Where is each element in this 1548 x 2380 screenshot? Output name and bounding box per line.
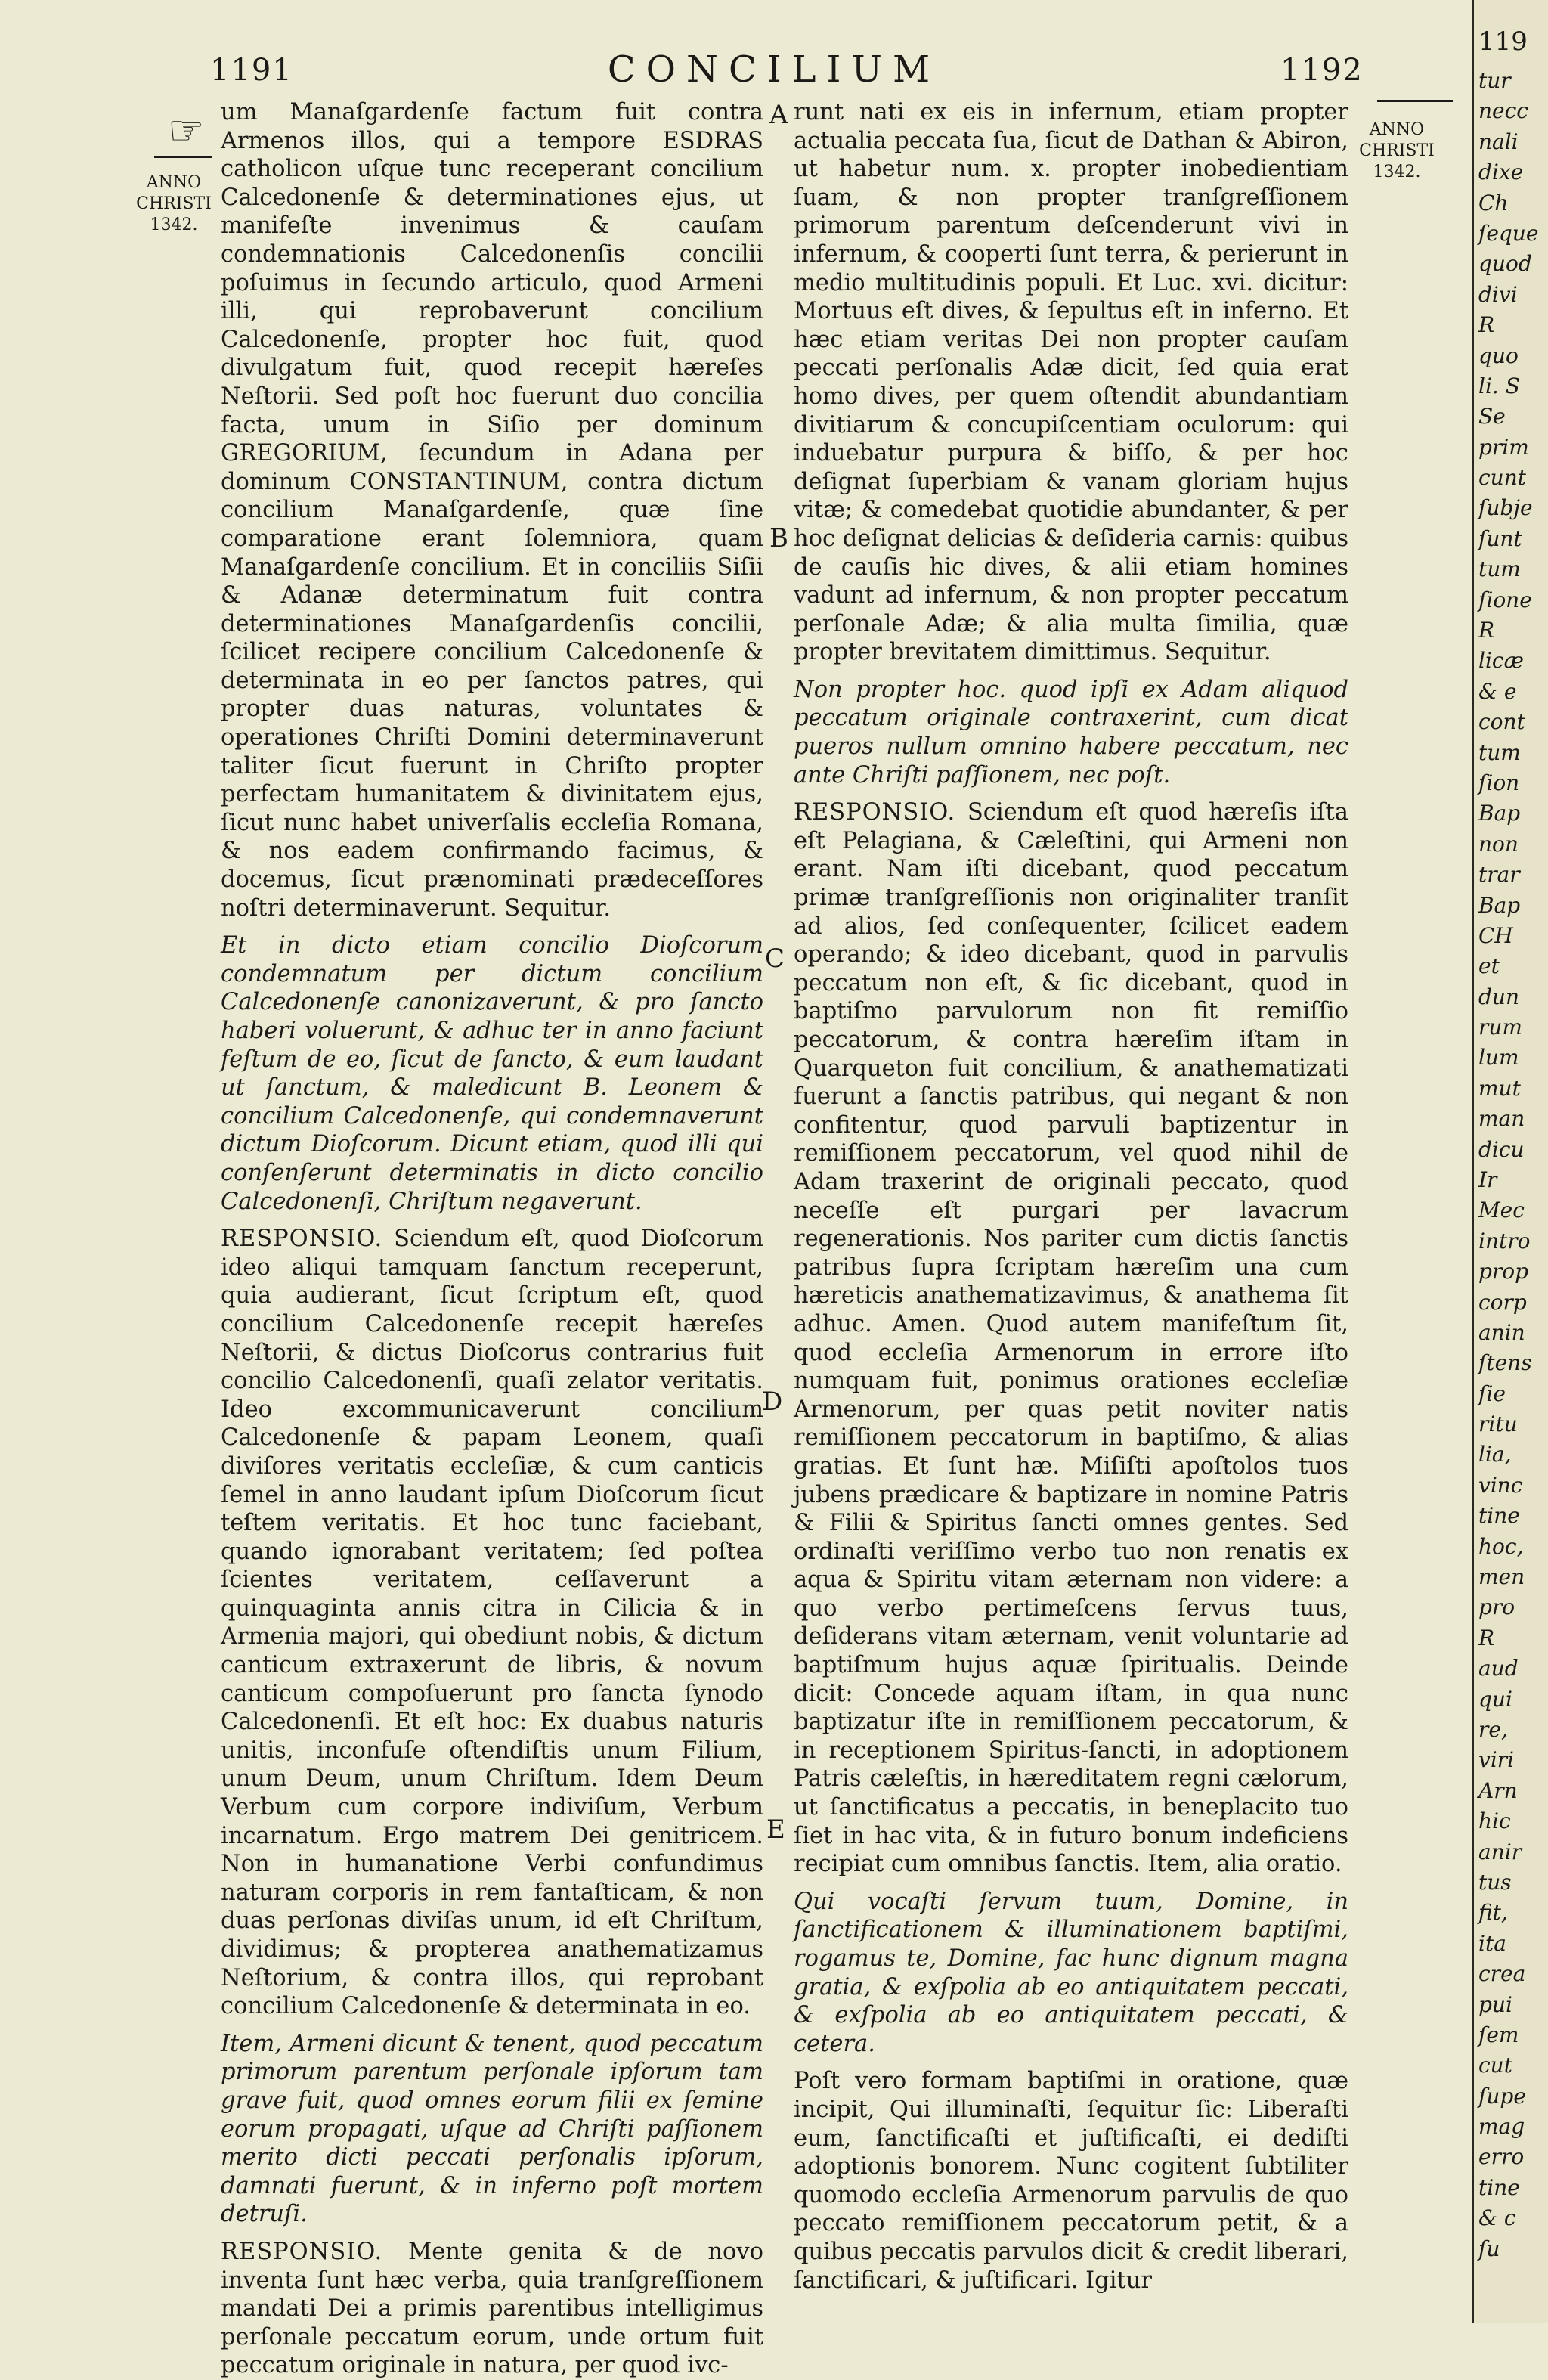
next-page-fragment-line: tur <box>1478 68 1511 93</box>
response-lead: RESPONSIO. <box>221 2238 383 2265</box>
next-page-fragment-line: ſion <box>1478 770 1520 795</box>
next-page-fragment-line: nali <box>1478 129 1519 154</box>
next-page-fragment-line: prop <box>1478 1259 1529 1284</box>
response-lead: RESPONSIO. <box>221 1226 383 1253</box>
response-text: Mente genita & de novo inventa ſunt hæc verba, quia tranſgreſſionem mandati Dei a primis parentibus intelligimus perſonale peccatum eorum, unde ortum fuit peccatum originale in natura, per quod ivc- <box>221 2238 763 2379</box>
italic-paragraph: Non propter hoc. quod ipſi ex Adam aliquod peccatum originale contraxerint, cum dicat pueros nullum omnino habere peccatum, nec ante Chriſti paſſionem, nec poſt. <box>794 676 1348 789</box>
next-page-fragment-line: divi <box>1478 282 1518 307</box>
page-number-right: 1192 <box>1280 53 1364 88</box>
right-column <box>794 98 1348 2295</box>
paragraph: Poſt vero formam baptiſmi in oratione, quæ incipit, Qui illuminaſti, ſequitur ſic: Liberaſti eum, ſanctificaſti et juſtificaſti, ei dediſti adoptionis bonorem. Nunc cogitent ſubtiliter quomodo eccleſia Armenorum parvulis de quo peccato remiſſionem peccatorum petit, & a quibus peccatis parvulos dicit & credit liberari, ſanctificari, & juſtificari. Igitur <box>794 2068 1348 2294</box>
next-page-fragment-line: cunt <box>1478 465 1526 490</box>
response-paragraph <box>221 1225 763 2021</box>
next-page-fragment-line: R <box>1478 1625 1495 1650</box>
next-page-fragment-line: lum <box>1478 1045 1519 1070</box>
next-page-fragment-line: ritu <box>1478 1412 1518 1436</box>
page-title: CONCILIUM <box>607 48 941 91</box>
next-page-fragment-line: tine <box>1478 2175 1520 2200</box>
next-page-fragment-line: rum <box>1478 1015 1522 1040</box>
next-page-fragment-line: crea <box>1478 1961 1526 1986</box>
section-letter-c: C <box>765 944 785 974</box>
next-page-fragment-line: et <box>1478 953 1500 978</box>
next-page-fragment-line: & c <box>1478 2205 1516 2230</box>
margin-note-line: ANNO <box>146 173 202 192</box>
next-page-fragment-line: Bap <box>1478 893 1521 918</box>
margin-note-left <box>121 172 227 236</box>
next-page-fragment-line: mut <box>1478 1076 1521 1101</box>
next-page-fragment-line: tum <box>1478 556 1521 581</box>
next-page-fragment-line: mag <box>1478 2114 1525 2139</box>
italic-paragraph: Qui vocaſti ſervum tuum, Domine, in ſanctificationem & illuminationem baptiſmi, rogamus te, Domine, fac hunc dignum magna gratia, & exſpolia ab eo antiquitatem peccati, & exſpolia ab eo antiquitatem peccati, & cetera. <box>794 1888 1348 2057</box>
margin-note-line: 1342. <box>150 215 198 234</box>
next-page-fragment-line: anin <box>1478 1320 1525 1345</box>
next-page-fragment-line: quo <box>1478 343 1519 368</box>
next-page-fragment-line: man <box>1478 1106 1525 1131</box>
next-page-fragment-line: necc <box>1478 98 1528 123</box>
next-page-fragment-line: Mec <box>1478 1198 1525 1223</box>
left-column <box>221 98 763 2380</box>
next-page-fragment-line: R <box>1478 312 1495 337</box>
response-lead: RESPONSIO. <box>794 799 956 826</box>
next-page-fragment-line: ita <box>1478 1931 1506 1956</box>
next-page-fragment-line: corp <box>1478 1290 1527 1315</box>
next-page-fragment-line: ſem <box>1478 2022 1519 2047</box>
margin-note-line: CHRISTI <box>136 194 212 213</box>
next-page-fragment-line: anir <box>1478 1839 1522 1864</box>
next-page-fragment-line: quod <box>1478 251 1532 276</box>
next-page-fragment-line: prim <box>1478 435 1529 460</box>
next-page-fragment-line: hoc, <box>1478 1534 1524 1559</box>
next-page-fragment-line: intro <box>1478 1229 1531 1254</box>
next-page-fragment-line: hic <box>1478 1808 1511 1833</box>
response-text: Sciendum eſt, quod Dioſcorum ideo aliqui tamquam ſanctum receperunt, quia audierant, ſicut ſcriptum eſt, quod concilium Calcedonenſe recepit hæreſes Neſtorii, & dictus Dioſcorus contrarius fuit concilio Calcedonenſi, quaſi zelator veritatis. Ideo excommunicaverunt concilium Calcedonenſe & papam Leonem, quaſi diviſores veritatis eccleſiæ, & cum canticis ſemel in anno laudant ipſum Dioſcorum ſicut teſtem veritatis. Et hoc tunc faciebant, quando ignorabant veritatem; ſed poſtea ſcientes veritatem, ceſſaverunt a quinquaginta annis citra in Cilicia & in Armenia majori, qui obediunt nobis, & dictum canticum extraxerunt de libris, & novum canticum compoſuerunt pro ſancta ſynodo Calcedonenſi. Et eſt hoc: Ex duabus naturis unitis, inconfuſe oſtendiſtis unum Filium, unum Deum, unum Chriſtum. Idem Deum Verbum cum corpore indiviſum, Verbum incarnatum. Ergo matrem Dei genitricem. Non in humanatione Verbi confundimus naturam corporis in rem fantaſticam, & non duas perſonas diviſas unum, id eſt Chriſtum, dividimus; & propterea anathematizamus Neſtorium, & contra illos, qui reprobant concilium Calcedonenſe & determinata in eo. <box>221 1226 763 2020</box>
next-page-fragment-line: non <box>1478 832 1519 857</box>
next-page-fragment-line: trar <box>1478 862 1520 887</box>
section-letter-e: E <box>766 1814 785 1845</box>
page-number-left: 1191 <box>210 53 293 88</box>
next-page-fragment-line: CH <box>1478 923 1513 948</box>
margin-note-line: ANNO <box>1369 120 1425 139</box>
next-page-fragment-line: Bap <box>1478 801 1521 826</box>
next-page-fragment-line: ſie <box>1478 1381 1506 1406</box>
section-letter-a: A <box>769 100 788 130</box>
next-page-number: 119 <box>1478 26 1528 57</box>
next-page-fragment-line: pui <box>1478 1992 1512 2017</box>
next-page-fragment-line: ſubje <box>1478 495 1533 520</box>
section-letter-d: D <box>762 1387 783 1417</box>
response-text: Sciendum eſt quod hæreſis iſta eſt Pelagiana, & Cæleſtini, qui Armeni non erant. Nam iſti dicebant, quod peccatum primæ tranſgreſſionis non originaliter tranſit ad alios, ſed conſequenter, ſcilicet eadem operando; & ideo dicebant, quod in parvulis peccatum non eſt, & ſic dicebant, quod in baptiſmo parvulorum non fit remiſſio peccatorum, & contra hæreſim iſtam in Quarqueton fuit concilium, & anathematizati fuerunt a ſanctis patribus, qui negant & non confitentur, quod parvuli baptizentur in remiſſionem peccatorum, vel quod nihil de Adam traxerint de originali peccato, quod neceſſe eſt purgari per lavacrum regenerationis. Nos pariter cum dictis ſanctis patribus ſupra ſcriptam hæreſim una cum hæreticis anathematizavimus, & anathema ſit adhuc. Amen. Quod autem manifeſtum ſit, quod eccleſia Armenorum in errore iſto numquam fuit, ponimus orationes eccleſiæ Armenorum, per quas petit noviter natis remiſſionem peccatorum in baptiſmo, & alias gratias. Et ſunt hæ. Miſiſti apoſtolos tuos jubens prædicare & baptizare in nomine Patris & Filii & Spiritus ſancti omnes gentes. Sed ordinaſti veriſſimo verbo tuo non renatis ex aqua & Spiritu vitam æternam non videre: a quo verbo pertimeſcens ſervus tuus, deſiderans vitam æternam, venit voluntarie ad baptiſmum hujus aquæ ſpiritualis. Deinde dicit: Concede aquam iſtam, in qua nunc baptizatur iſte in remiſſionem peccatorum, & in receptionem Spiritus-ſancti, in adoptionem Patris cæleſtis, in hæreditatem regni cælorum, ut ſanctificatus a peccatis, in beneplacito tuo ſiet in hac vita, & in futuro bonum indeficiens recipiat cum omnibus ſanctis. Item, alia oratio. <box>794 799 1348 1878</box>
next-page-fragment-line: aud <box>1478 1656 1519 1681</box>
pointing-hand-icon: ☞ <box>168 107 205 154</box>
next-page-fragment-line: licæ <box>1478 648 1524 673</box>
next-page-fragment-line: Arn <box>1478 1778 1518 1803</box>
next-page-fragment-line: dicu <box>1478 1137 1525 1162</box>
next-page-fragment-line: ſunt <box>1478 526 1522 551</box>
paragraph: um Manaſgardenſe factum fuit contra Armenos illos, qui a tempore ESDRAS catholicon uſque tunc receperant concilium Calcedonenſe & determinationes ejus, ut manifeſte invenimus & cauſam condemnationis Calcedonenſis concilii poſuimus in ſecundo articulo, quod Armeni illi, qui reprobaverunt concilium Calcedonenſe, propter hoc fuit, quod divulgatum fuit, quod recepit hæreſes Neſtorii. Sed poſt hoc fuerunt duo concilia facta, unum in Siſio per dominum GREGORIUM, ſecundum in Adana per dominum CONSTANTINUM, contra dictum concilium Manaſgardenſe, quæ ſine comparatione erant ſolemniora, quam Manaſgardenſe concilium. Et in conciliis Siſii & Adanæ determinatum fuit contra determinationes Manaſgardenſis concilii, ſcilicet recipere concilium Calcedonenſe & determinata in eo per ſanctos patres, qui propter duas naturas, voluntates & operationes Chriſti Domini determinaverunt taliter ſicut fuerunt in Chriſto propter perfectam humanitatem & divinitatem ejus, ſicut nunc habet univerſalis eccleſia Romana, & nos eadem confirmando facimus, & docemus, ſicut prænominati prædeceſſores noſtri determinaverunt. Sequitur. <box>221 99 763 922</box>
section-letter-b: B <box>769 523 788 553</box>
next-page-fragment-line: tum <box>1478 740 1521 765</box>
next-page-edge <box>1472 0 1548 2323</box>
italic-paragraph: Et in dicto etiam concilio Dioſcorum condemnatum per dictum concilium Calcedonenſe canonizaverunt, & pro ſancto haberi voluerunt, & adhuc ter in anno faciunt feſtum de eo, ſicut de ſancto, & eum laudant ut ſanctum, & maledicunt B. Leonem & concilium Calcedonenſe, qui condemnaverunt dictum Dioſcorum. Dicunt etiam, quod illi qui conſenſerunt determinatis in dicto concilio Calcedonenſi, Chriſtum negaverunt. <box>221 932 763 1215</box>
next-page-fragment-line: dixe <box>1478 160 1524 184</box>
next-page-fragment-line: pro <box>1478 1594 1515 1619</box>
margin-rule-right <box>1377 100 1453 102</box>
response-paragraph <box>221 2238 763 2380</box>
next-page-fragment-line: ſione <box>1478 587 1532 612</box>
margin-note-right <box>1344 119 1450 183</box>
next-page-fragment-line: fit, <box>1478 1900 1508 1925</box>
paragraph: runt nati ex eis in infernum, etiam propter actualia peccata ſua, ſicut de Dathan & Abiron, ut habetur num. x. propter inobedientiam ſuam, & non propter tranſgreſſionem primorum parentum deſcenderunt vivi in infernum, & cooperti ſunt terra, & perierunt in medio multitudinis populi. Et Luc. xvi. dicitur: Mortuus eſt dives, & ſepultus eſt in inferno. Et hæc etiam veritas Dei non propter cauſam peccati perſonalis Adæ dicit, ſed quia erat homo dives, per quem oſtendit abundantiam divitiarum & concupiſcentiam oculorum: qui induebatur purpura & biſſo, & per hoc deſignat ſuperbiam & vanam gloriam hujus vitæ; & comedebat quotidie abundanter, & per hoc deſignat delicias & deſideria carnis: quibus de cauſis hic dives, & alii etiam homines vadunt ad infernum, & non propter peccatum perſonale Adæ; & alia multa ſimilia, quæ propter brevitatem dimittimus. Sequitur. <box>794 99 1349 666</box>
next-page-fragment-line: viri <box>1478 1747 1515 1772</box>
next-page-fragment-line: cont <box>1478 709 1525 734</box>
margin-rule-left <box>154 156 212 158</box>
next-page-fragment-line: erro <box>1478 2144 1525 2169</box>
next-page-fragment-line: Ir <box>1478 1167 1497 1192</box>
next-page-fragment-line: tus <box>1478 1870 1512 1895</box>
next-page-fragment-line: Ch <box>1478 191 1509 215</box>
response-paragraph <box>794 798 1348 1879</box>
next-page-fragment-line: li. S <box>1478 373 1520 398</box>
next-page-fragment-line: vinc <box>1478 1473 1523 1498</box>
margin-note-line: CHRISTI <box>1359 141 1435 160</box>
next-page-fragment-line: tine <box>1478 1503 1520 1528</box>
next-page-fragment-line: men <box>1478 1564 1525 1589</box>
next-page-fragment-line: R <box>1478 618 1495 643</box>
next-page-fragment-line: Se <box>1478 404 1506 429</box>
next-page-fragment-line: qui <box>1478 1687 1512 1712</box>
margin-note-line: 1342. <box>1373 163 1421 181</box>
next-page-fragment-line: ſtens <box>1478 1350 1532 1375</box>
next-page-fragment-line: ſeque <box>1478 221 1539 246</box>
next-page-fragment-line: re, <box>1478 1717 1508 1742</box>
next-page-fragment-line: cut <box>1478 2053 1512 2078</box>
next-page-fragment-line: & e <box>1478 679 1517 704</box>
next-page-fragment-line: lia, <box>1478 1442 1512 1467</box>
italic-paragraph: Item, Armeni dicunt & tenent, quod peccatum primorum parentum perſonale ipſorum tam grave fuit, quod omnes eorum filii ex ſemine eorum propagati, uſque ad Chriſti paſſionem merito dicti peccati perſonalis ipſorum, damnati fuerunt, & in inferno poſt mortem detruſi. <box>221 2030 763 2228</box>
next-page-fragment-line: ſu <box>1478 2236 1500 2261</box>
next-page-fragment-line: dun <box>1478 984 1519 1009</box>
next-page-fragment-line: ſupe <box>1478 2084 1526 2109</box>
